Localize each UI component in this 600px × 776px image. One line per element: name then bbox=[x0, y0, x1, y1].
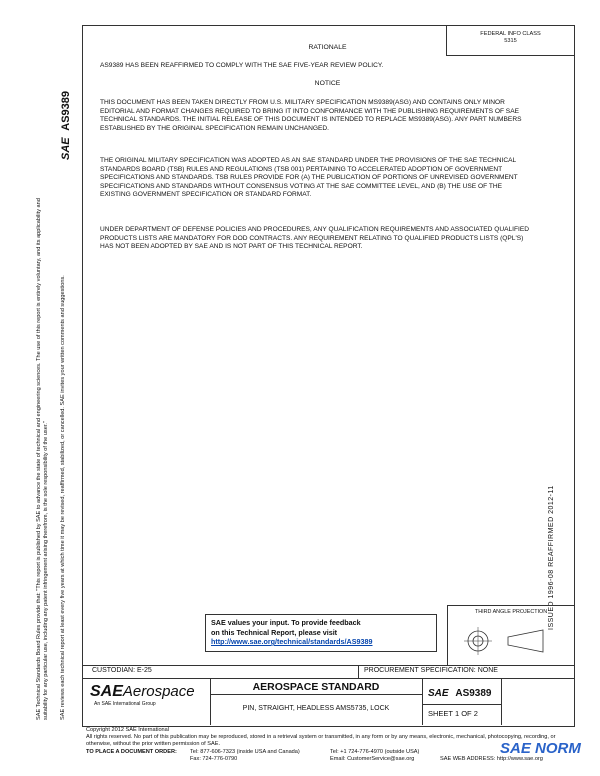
projection-label: THIRD ANGLE PROJECTION bbox=[474, 609, 548, 615]
procurement-label: PROCUREMENT SPECIFICATION: NONE bbox=[364, 667, 498, 674]
projection-symbol-icon bbox=[448, 616, 574, 666]
sae-aerospace-logo bbox=[90, 683, 195, 707]
federal-class-text: FEDERAL INFO CLASS 5315 bbox=[480, 31, 541, 44]
copyright-line: Copyright 2012 SAE International bbox=[86, 727, 170, 733]
rationale-text: AS9389 HAS BEEN REAFFIRMED TO COMPLY WITH THE SAE FIVE-YEAR REVIEW POLICY. bbox=[100, 62, 384, 69]
tel-outside: Tel: +1 724-776-4970 (outside USA) bbox=[330, 749, 420, 755]
side-sae-mark: SAE bbox=[60, 137, 72, 160]
left-strip-divider bbox=[82, 25, 83, 725]
rights-text: All rights reserved. No part of this publication may be reproduced, stored in a retrieval system or transmitted, in any form or by any means, electronic, mechanical, photocopying, recording, or otherwise, without the prior written permission of SAE. bbox=[86, 734, 556, 747]
feedback-box bbox=[205, 614, 437, 652]
logo-sae: SAE bbox=[90, 683, 123, 700]
rationale-title: RATIONALE bbox=[308, 44, 347, 51]
title-sae-mark: SAE bbox=[428, 688, 449, 699]
email[interactable]: Email: CustomerService@sae.org bbox=[330, 756, 415, 762]
fax: Fax: 724-776-0790 bbox=[190, 756, 238, 762]
body-paragraph-2: THE ORIGINAL MILITARY SPECIFICATION WAS ADOPTED AS AN SAE STANDARD UNDER THE PROVISIONS OF THE SAE TECHNICAL STANDARDS BOARD (TSB) RULES AND REGULATIONS (TSB 001) PERTAINING TO ACCELERATED ADOPTION OF GOVERNMENT SPECIFICATIONS AND STANDARDS. TSB RULES PROVIDE FOR (A) THE PUBLICATION OF PORTIONS OF UNREVISED GOVERNMENT SPECIFICATIONS AND STANDARDS WITHOUT CONSENSUS VOTING AT THE SAE COMMITTEE LEVEL, AND (B) THE USE OF THE EXISTING GOVERNMENT SPECIFICATION OR STANDARD FORMAT. bbox=[100, 157, 518, 199]
side-legal-text-1: SAE Technical Standards Board Rules provide that: "This report is published by SAE to advance the state of technical and engineering sciences. The use of this report is entirely voluntary, and its applicability and suitability for any particular use, including any patent infringement arising therefrom, is the sole responsibility of the user." bbox=[36, 198, 49, 720]
title-block-div-3 bbox=[422, 678, 423, 725]
title-block-sheet-line bbox=[422, 704, 501, 705]
standard-title: AEROSPACE STANDARD bbox=[252, 681, 380, 693]
web-address[interactable]: SAE WEB ADDRESS: http://www.sae.org bbox=[440, 756, 543, 762]
notice-title: NOTICE bbox=[314, 80, 341, 87]
title-block-title-line bbox=[210, 694, 422, 695]
tel-inside: Tel: 877-606-7323 (inside USA and Canada) bbox=[190, 749, 300, 755]
feedback-line-2: on this Technical Report, please visit bbox=[211, 627, 338, 637]
side-legal-text-2: SAE reviews each technical report at least every five years at which time it may be revised, reaffirmed, stabilized, or cancelled. SAE invites your written comments and suggestions. bbox=[60, 275, 66, 720]
side-doc-id bbox=[60, 91, 72, 160]
title-block-top-line bbox=[82, 665, 574, 666]
logo-aerospace: Aerospace bbox=[122, 683, 195, 700]
feedback-link[interactable]: http://www.sae.org/technical/standards/AS9389 bbox=[211, 637, 373, 646]
part-description: PIN, STRAIGHT, HEADLESS AMS5735, LOCK bbox=[242, 705, 390, 712]
custodian-label: CUSTODIAN: E-25 bbox=[92, 667, 152, 674]
logo-subtitle: An SAE International Group bbox=[94, 701, 156, 707]
body-paragraph-3: UNDER DEPARTMENT OF DEFENSE POLICIES AND PROCEDURES, ANY QUALIFICATION REQUIREMENTS AND ASSOCIATED QUALIFIED PRODUCTS LISTS ARE MANDATORY FOR DOD CONTRACTS. ANY REQUIREMENT RELATING TO QUALIFIED PRODUCTS LISTS (QPL'S) HAS NOT BEEN ADOPTED BY SAE AND IS NOT PART OF THIS TECHNICAL REPORT. bbox=[100, 226, 530, 251]
sheet-label: SHEET 1 OF 2 bbox=[428, 709, 478, 718]
feedback-line-1: SAE values your input. To provide feedback bbox=[211, 618, 361, 627]
side-doc-number: AS9389 bbox=[60, 90, 72, 131]
sae-norm-watermark: SAE NORM bbox=[500, 740, 581, 757]
title-doc-number: AS9389 bbox=[455, 688, 492, 699]
side-issue-info: ISSUED 1996-08 REAFFIRMED 2012-11 bbox=[548, 485, 555, 630]
order-label: TO PLACE A DOCUMENT ORDER: bbox=[86, 749, 177, 755]
title-block-div-4 bbox=[501, 678, 502, 725]
title-block-doc-id bbox=[428, 688, 491, 699]
title-block-div-1 bbox=[358, 665, 359, 678]
projection-box bbox=[447, 605, 574, 666]
body-paragraph-1: THIS DOCUMENT HAS BEEN TAKEN DIRECTLY FROM U.S. MILITARY SPECIFICATION MS9389(ASG) AND CONTAINS ONLY MINOR EDITORIAL AND FORMAT CHANGES REQUIRED TO BRING IT INTO CONFORMANCE WITH THE PUBLISHING REQUIREMENTS OF SAE TECHNICAL STANDARDS. THE INITIAL RELEASE OF THIS DOCUMENT IS INTENDED TO REPLACE MS9389(ASG). ANY PART NUMBERS ESTABLISHED BY THE ORIGINAL SPECIFICATION REMAIN UNCHANGED. bbox=[100, 99, 522, 132]
federal-class-box bbox=[446, 25, 574, 56]
